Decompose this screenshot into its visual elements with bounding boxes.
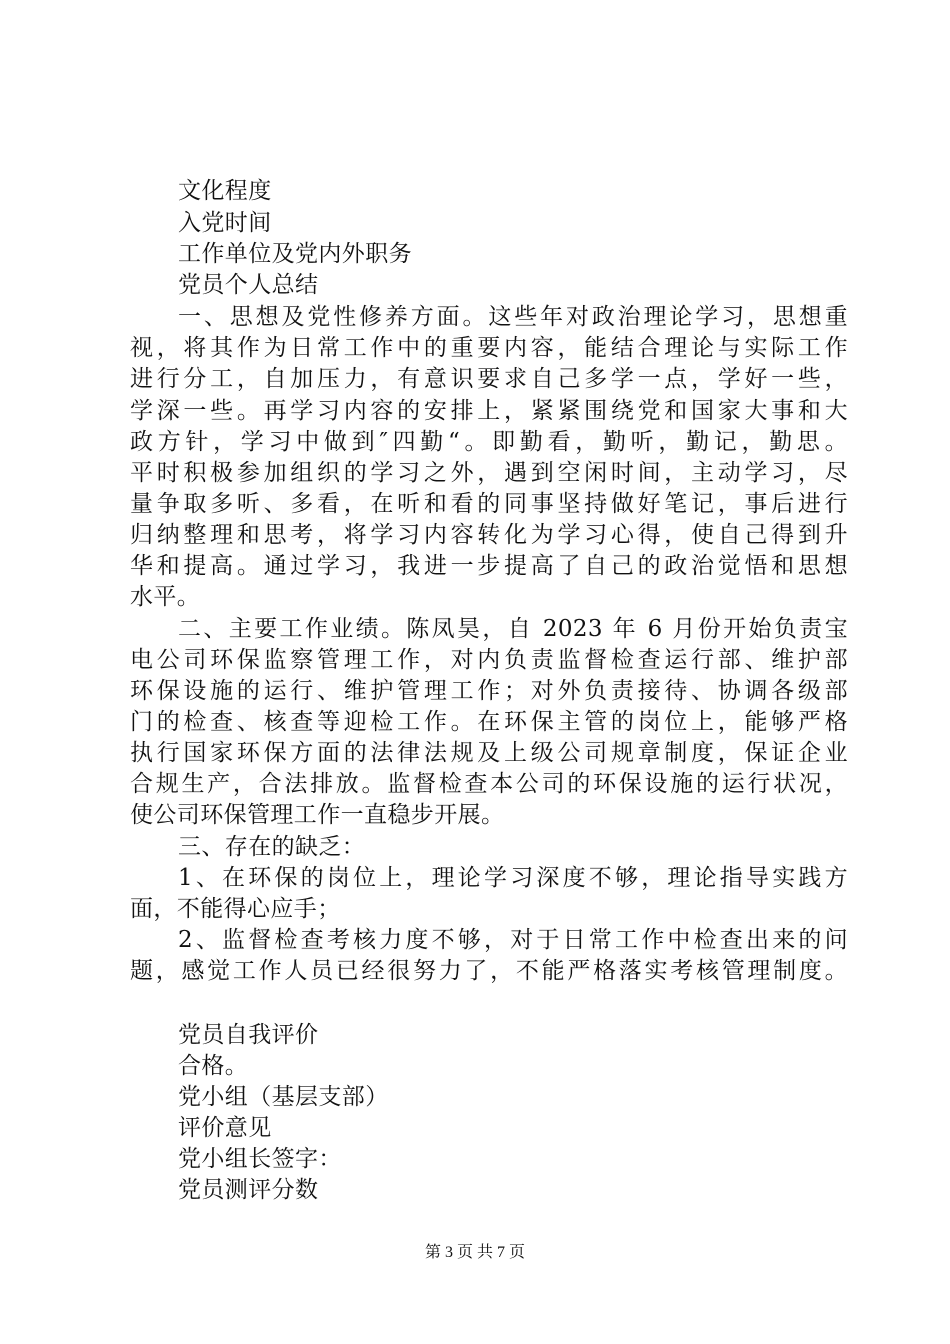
section3-item2-line: 2、监督检查考核力度不够，对于日常工作中检查出来的问 xyxy=(178,927,848,953)
section2-line: 门的检查、核查等迎检工作。在环保主管的岗位上，能够严格 xyxy=(130,709,848,735)
field-evaluation-opinion: 评价意见 xyxy=(178,1115,272,1141)
section1-line: 政方针，学习中做到″四勤“。即勤看，勤听，勤记，勤思。 xyxy=(130,429,848,455)
page-number: 第 3 页 共 7 页 xyxy=(424,1244,525,1261)
section1-line: 进行分工，自加压力，有意识要求自己多学一点，学好一些， xyxy=(130,366,848,392)
section2-line: 环保设施的运行、维护管理工作；对外负责接待、协调各级部 xyxy=(130,678,848,704)
section1-line: 一、思想及党性修养方面。这些年对政治理论学习，思想重 xyxy=(178,304,848,330)
section2-line: 使公司环保管理工作一直稳步开展。 xyxy=(130,802,505,828)
section1-line: 华和提高。通过学习，我进一步提高了自己的政治觉悟和思想 xyxy=(130,553,848,579)
section1-line: 水平。 xyxy=(130,584,201,610)
section3-item2-line: 题，感觉工作人员已经很努力了，不能严格落实考核管理制度。 xyxy=(130,958,848,984)
section2-line: 电公司环保监察管理工作，对内负责监督检查运行部、维护部 xyxy=(130,647,848,673)
field-summary-heading: 党员个人总结 xyxy=(178,272,319,298)
section1-line: 归纳整理和思考，将学习内容转化为学习心得，使自己得到升 xyxy=(130,522,848,548)
section3-item1-line: 面，不能得心应手； xyxy=(130,896,341,922)
field-member-score: 党员测评分数 xyxy=(178,1177,319,1203)
field-group-leader-signature: 党小组长签字： xyxy=(178,1146,342,1172)
section3-item1-line: 1、在环保的岗位上，理论学习深度不够，理论指导实践方 xyxy=(178,865,848,891)
section1-line: 视，将其作为日常工作中的重要内容，能结合理论与实际工作 xyxy=(130,335,848,361)
field-join-date: 入党时间 xyxy=(178,210,272,236)
field-self-evaluation: 党员自我评价 xyxy=(178,1022,319,1048)
section2-line: 执行国家环保方面的法律法规及上级公司规章制度，保证企业 xyxy=(130,740,848,766)
section1-line: 量争取多听、多看，在听和看的同事坚持做好笔记，事后进行 xyxy=(130,491,848,517)
field-education: 文化程度 xyxy=(178,178,272,204)
field-work-unit: 工作单位及党内外职务 xyxy=(178,241,412,267)
section2-line: 合规生产，合法排放。监督检查本公司的环保设施的运行状况， xyxy=(130,771,848,797)
section1-line: 学深一些。再学习内容的安排上，紧紧围绕党和国家大事和大 xyxy=(130,398,848,424)
section1-line: 平时积极参加组织的学习之外，遇到空闲时间，主动学习，尽 xyxy=(130,460,848,486)
section3-title: 三、存在的缺乏： xyxy=(178,834,366,860)
field-party-group: 党小组（基层支部） xyxy=(178,1084,389,1110)
self-evaluation-value: 合格。 xyxy=(178,1053,249,1079)
section2-line: 二、主要工作业绩。陈凤昊，自 2023 年 6 月份开始负责宝 xyxy=(178,616,848,642)
